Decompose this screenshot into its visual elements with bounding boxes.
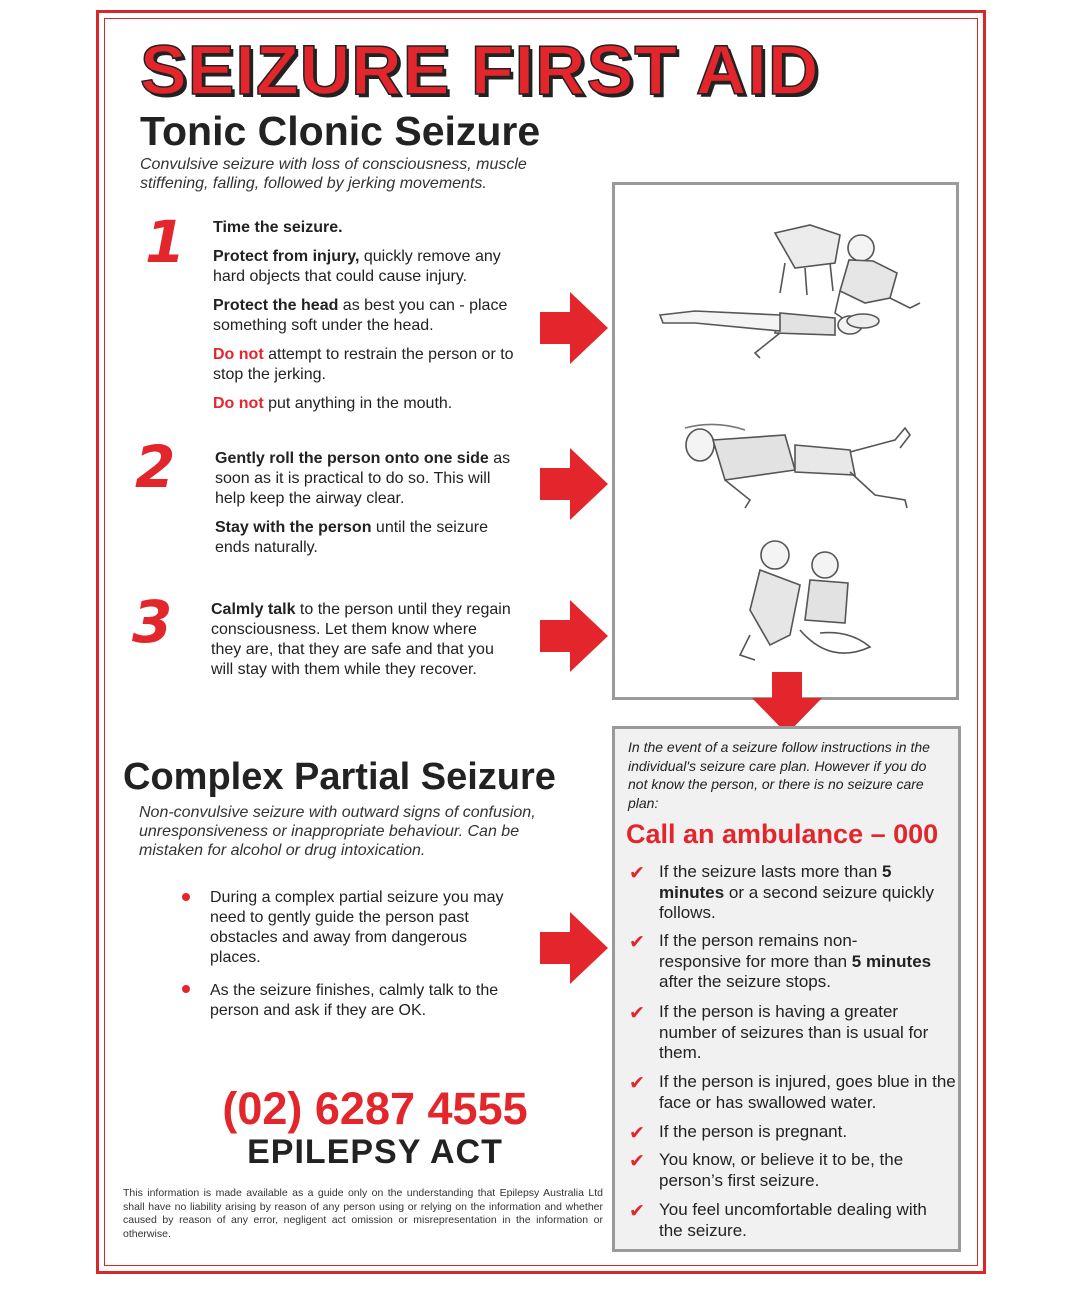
step-1-protect-injury: Protect from injury, quickly remove any hard objects that could cause injury. bbox=[213, 248, 501, 285]
arrow-right-icon bbox=[540, 448, 608, 520]
step-1-time: Time the seizure. bbox=[213, 219, 343, 236]
check-icon: ✔ bbox=[629, 1123, 645, 1144]
step-1-do-not-restrain: Do not attempt to restrain the person or to stop the jerking. bbox=[213, 346, 514, 383]
complex-partial-heading: Complex Partial Seizure bbox=[123, 756, 556, 798]
tonic-clonic-heading: Tonic Clonic Seizure bbox=[140, 108, 541, 154]
step-2-roll: Gently roll the person onto one side as soon as it is practical to do so. This will help keep the airway clear. bbox=[215, 450, 511, 507]
check-icon: ✔ bbox=[629, 1073, 645, 1094]
complex-partial-description: Non-convulsive seizure with outward signs of confusion, unresponsiveness or inappropriate behaviour. Can be mistaken for alcohol or drug intoxication. bbox=[139, 804, 536, 859]
check-icon: ✔ bbox=[629, 1151, 645, 1172]
arrow-right-icon bbox=[540, 912, 608, 984]
illustration-protect-head bbox=[635, 203, 935, 363]
step-1-protect-head: Protect the head as best you can - place something soft under the head. bbox=[213, 297, 508, 334]
step-1-do-not-mouth: Do not put anything in the mouth. bbox=[213, 395, 453, 412]
illustration-calmly-talk bbox=[730, 535, 900, 675]
illustration-panel bbox=[612, 182, 959, 700]
check-icon: ✔ bbox=[629, 863, 645, 884]
phone-number: (02) 6287 4555 bbox=[222, 1083, 528, 1134]
care-plan-intro: In the event of a seizure follow instructions in the individual's seizure care plan. However if you do not know the person, or there is no seizure care plan: bbox=[628, 739, 930, 811]
organisation-name: EPILEPSY ACT bbox=[247, 1133, 503, 1171]
call-ambulance-heading: Call an ambulance – 000 bbox=[626, 819, 939, 849]
check-icon: ✔ bbox=[629, 1003, 645, 1024]
tonic-clonic-description: Convulsive seizure with loss of consciousness, muscle stiffening, falling, followed by jerking movements. bbox=[140, 156, 527, 192]
poster-title: SEIZURE FIRST AID bbox=[140, 31, 820, 109]
check-icon: ✔ bbox=[629, 932, 645, 953]
illustration-recovery-position bbox=[655, 400, 935, 520]
arrow-right-icon bbox=[540, 600, 608, 672]
complex-bullet-2: As the seizure finishes, calmly talk to the person and ask if they are OK. bbox=[210, 982, 499, 1019]
bullet-icon bbox=[182, 893, 190, 901]
step-2-number: 2 bbox=[135, 433, 176, 501]
ambulance-info-box: In the event of a seizure follow instructions in the individual's seizure care plan. However if you do not know the person, or there is no seizure care plan: Call an ambulance – 000 ✔ If the seizure lasts more than 5 minutes or a second seizure quickly follows. ✔ If the person remains non-responsive for more than 5 minutes after the seizure stops. ✔ If the person is having a greater number of seizures than is usual for them. ✔ If the person is injured, goes blue in the face or has swallowed water. ✔ If the person is pregnant. ✔ You know, or believe it to be, the person’s first seizure. ✔ You feel uncomfortable dealing with the seizure. bbox=[612, 726, 961, 1252]
step-3-talk: Calmly talk to the person until they regain consciousness. Let them know where they are, that they are safe and that you will stay with them while they recover. bbox=[211, 601, 511, 678]
bullet-icon bbox=[182, 985, 190, 993]
step-1-number: 1 bbox=[145, 208, 186, 276]
check-icon: ✔ bbox=[629, 1201, 645, 1222]
disclaimer: This information is made available as a guide only on the understanding that Epilepsy Australia Ltd shall have no liability arising by reason of any person using or relying on the information and whether caused by reason of any error, negligent act omission or misrepresentation in the information or otherwise. bbox=[123, 1187, 603, 1240]
step-2-stay: Stay with the person until the seizure ends naturally. bbox=[215, 519, 488, 556]
arrow-down-icon bbox=[752, 672, 822, 734]
step-3-number: 3 bbox=[132, 588, 173, 656]
arrow-right-icon bbox=[540, 292, 608, 364]
complex-bullet-1: During a complex partial seizure you may need to gently guide the person past obstacles and away from dangerous places. bbox=[210, 889, 504, 966]
